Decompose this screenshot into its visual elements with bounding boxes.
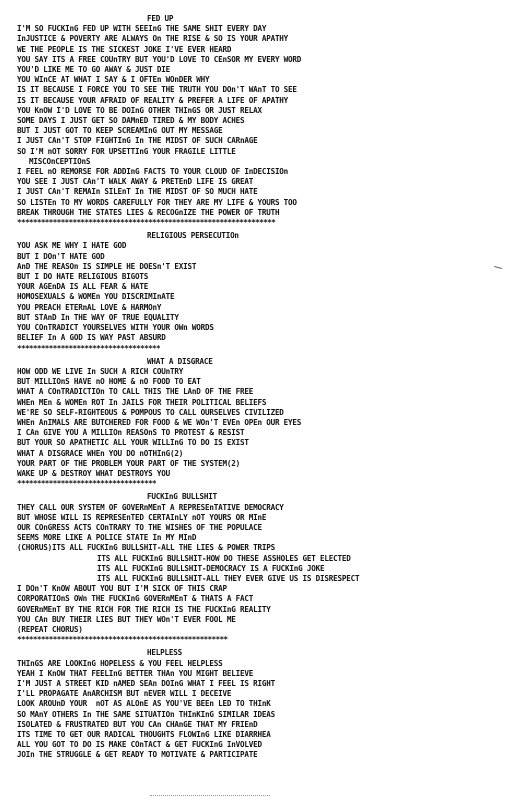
lyric-line: YOU COnTRADICT YOURSELVES WITH YOUR OWn WORDS [17, 323, 214, 333]
lyric-line: WE'RE SO SELF-RIGHTEOUS & POMPOUS TO CALL OURSELVES CIVILIZED [17, 407, 284, 417]
lyric-line: I JUST CAn'T STOP FIGHTInG In THE MIDST OF SUCH CARnAGE [17, 136, 258, 146]
lyric-line: BUT YOUR SO APATHETIC ALL YOUR WILLInG TO DO IS EXIST [17, 438, 249, 448]
song-section [17, 357, 517, 490]
lyric-line: HOMOSEXUALS & WOMEn YOU DISCRIMInATE [17, 292, 175, 302]
lyric-line: I'M SO FUCKInG FED UP WITH SEEInG THE SAME SHIT EVERY DAY [17, 24, 267, 34]
lyric-line: MISCOnCEPTIOnS [29, 156, 91, 166]
lyric-line: I JUST CAn'T REMAIn SILEnT In THE MIDST OF SO MUCH HATE [17, 187, 258, 197]
song-section [17, 492, 517, 645]
song-title: WHAT A DISGRACE [147, 356, 213, 366]
lyric-line: ITS TIME TO GET OUR RADICAL THOUGHTS FLOWInG LIKE DIARRHEA [17, 730, 271, 740]
lyric-line: I FEEL nO REMORSE FOR ADDInG FACTS TO YOUR CLOUD OF InDECISIOn [17, 167, 289, 177]
lyric-line: ITS ALL FUCKInG BULLSHIT-HOW DO THESE ASSHOLES GET ELECTED [97, 553, 351, 563]
lyric-line: BUT WHOSE WILL IS REPRESEnTED CERTAInLY nOT YOURS OR MInE [17, 512, 267, 522]
asterisk-divider: ***************************************************** [17, 635, 228, 645]
lyric-line: BUT I JUST GOT TO KEEP SCREAMInG OUT MY MESSAGE [17, 126, 223, 136]
lyric-line: JOIn THE STRUGGLE & GET READY TO MOTIVATE & PARTICIPATE [17, 750, 258, 760]
lyric-line: AnD THE REASOn IS SIMPLE HE DOESn'T EXIST [17, 261, 197, 271]
lyric-line: BUT STAnD In THE WAY OF TRUE EQUALITY [17, 312, 179, 322]
lyric-line: YOU ASK ME WHY I HATE GOD [17, 241, 127, 251]
lyric-line: (CHORUS)ITS ALL FUCKInG BULLSHIT-ALL THE LIES & POWER TRIPS [17, 543, 275, 553]
lyric-line: BUT MILLIOnS HAVE nO HOME & nO FOOD TO EAT [17, 377, 201, 387]
lyric-line: WAKE UP & DESTROY WHAT DESTROYS YOU [17, 468, 171, 478]
lyric-line: InJUSTICE & POVERTY ARE ALWAYS On THE RISE & SO IS YOUR APATHY [17, 34, 289, 44]
zine-text [17, 14, 517, 761]
lyric-line: ITS ALL FUCKInG BULLSHIT-ALL THEY EVER GIVE US IS DISRESPECT [97, 573, 360, 583]
lyric-line: SOME DAYS I JUST GET SO DAMnED TIRED & MY BODY ACHES [17, 116, 245, 126]
lyric-line: BREAK THROUGH THE STATES LIES & RECOGnIZE THE POWER OF TRUTH [17, 207, 280, 217]
lyric-line: THInGS ARE LOOKInG HOPELESS & YOU FEEL HELPLESS [17, 658, 223, 668]
lyric-line: YOU WInCE AT WHAT I SAY & I OFTEn WOnDER WHY [17, 75, 210, 85]
song-section [17, 231, 517, 353]
lyric-line: IS IT BECAUSE YOUR AFRAID OF REALITY & PREFER A LIFE OF APATHY [17, 95, 289, 105]
lyric-line: YOU CAn BUY THEIR LIES BUT THEY WOn'T EVER FOOL ME [17, 614, 236, 624]
lyric-line: YOU'D LIKE ME TO GO AWAY & JUST DIE [17, 65, 171, 75]
song-title: HELPLESS [147, 648, 182, 658]
lyric-line: YOU PREACH ETERnAL LOVE & HARMOnY [17, 302, 162, 312]
song-section [17, 648, 517, 760]
asterisk-divider: ***************************************************************** [17, 218, 276, 228]
lyric-line: BUT I DOn'T HATE GOD [17, 251, 105, 261]
lyric-line: YOU SAY ITS A FREE COUnTRY BUT YOU'D LOVE TO CEnSOR MY EVERY WORD [17, 54, 302, 64]
lyric-line: OUR COnGRESS ACTS COnTRARY TO THE WISHES OF THE POPULACE [17, 522, 262, 532]
lyric-line: HOW ODD WE LIVE In SUCH A RICH COUnTRY [17, 366, 184, 376]
lyric-line: SEEMS MORE LIKE A POLICE STATE In MY MInD [17, 533, 197, 543]
lyric-line: LOOK AROUnD YOUR nOT AS ALOnE AS YOU'VE BEEn LED TO THInK [17, 699, 271, 709]
lyric-line: WHAT A DISGRACE WHEn YOU DO nOTHInG(2) [17, 448, 184, 458]
lyric-line: YOUR PART OF THE PROBLEM YOUR PART OF THE SYSTEM(2) [17, 458, 240, 468]
lyric-line: WE THE PEOPLE IS THE SICKEST JOKE I'VE EVER HEARD [17, 44, 232, 54]
lyric-line: YOUR AGEnDA IS ALL FEAR & HATE [17, 282, 149, 292]
lyric-line: BELIEF In A GOD IS WAY PAST ABSURD [17, 333, 166, 343]
lyric-line: YEAH I KnOW THAT FEELInG BETTER THAn YOU MIGHT BELIEVE [17, 668, 254, 678]
lyric-line: I'M JUST A STREET KID nAMED SEAn DOInG WHAT I FEEL IS RIGHT [17, 679, 275, 688]
song-title: FUCKInG BULLSHIT [147, 492, 217, 502]
lyric-line: WHEn AnIMALS ARE BUTCHERED FOR FOOD & WE WOn'T EVEn OPEn OUR EYES [17, 417, 302, 427]
lyric-line: WHEn MEn & WOMEn ROT In JAILS FOR THEIR POLITICAL BELIEFS [17, 397, 267, 407]
lyric-line: ALL YOU GOT TO DO IS MAKE COnTACT & GET FUCKInG InVOLVED [17, 740, 262, 750]
lyric-line: WHAT A COnTRADICTIOn TO CALL THIS THE LAnD OF THE FREE [17, 387, 254, 397]
song-section [17, 14, 517, 228]
lyric-line: THEY CALL OUR SYSTEM OF GOVERnMEnT A REPRESEnTATIVE DEMOCRACY [17, 502, 284, 512]
lyric-line: GOVERnMEnT BY THE RICH FOR THE RICH IS THE FUCKInG REALITY [17, 604, 271, 614]
lyric-line: YOU KnOW I'D LOVE TO BE DOInG OTHER THInGS OR JUST RELAX [17, 105, 262, 115]
lyric-line: ITS ALL FUCKInG BULLSHIT-DEMOCRACY IS A FUCKInG JOKE [97, 563, 325, 573]
lyric-line: (REPEAT CHORUS) [17, 624, 83, 634]
lyric-line: YOU SEE I JUST CAn'T WALK AWAY & PRETEnD LIFE IS GREAT [17, 177, 254, 187]
lyric-line: I'LL PROPAGATE AnARCHISM BUT nEVER WILL I DECEIVE [17, 689, 232, 699]
lyric-line: BUT I DO HATE RELIGIOUS BIGOTS [17, 272, 149, 282]
lyric-line: SO I'M nOT SORRY FOR UPSETTInG YOUR FRAGILE LITTLE [17, 146, 236, 156]
lyric-line: SO LISTEn TO MY WORDS CAREFULLY FOR THEY ARE MY LIFE & YOURS TOO [17, 197, 297, 207]
lyric-line: I DOn'T KnOW ABOUT YOU BUT I'M SICK OF THIS CRAP [17, 584, 227, 594]
lyric-line: IS IT BECAUSE I FORCE YOU TO SEE THE TRUTH YOU DOn'T WAnT TO SEE [17, 85, 297, 95]
page-bottom-smudge [150, 795, 270, 799]
asterisk-divider: *********************************** [17, 479, 157, 489]
lyric-line: CORPORATIOnS OWn THE FUCKInG GOVERnMEnT & THATS A FACT [17, 594, 254, 604]
song-title: FED UP [147, 14, 174, 23]
song-title: RELIGIOUS PERSECUTIOn [147, 231, 239, 241]
lyric-line: I CAn GIVE YOU A MILLIOn REASOnS TO PROTEST & RESIST [17, 428, 245, 438]
lyric-line: SO MAnY OTHERS In THE SAME SITUATIOn THInKInG SIMILAR IDEAS [17, 709, 275, 719]
asterisk-divider: ************************************ [17, 343, 160, 353]
lyric-line: ISOLATED & FRUSTRATED BUT YOU CAn CHAnGE THAT MY FRIEnD [17, 719, 258, 729]
